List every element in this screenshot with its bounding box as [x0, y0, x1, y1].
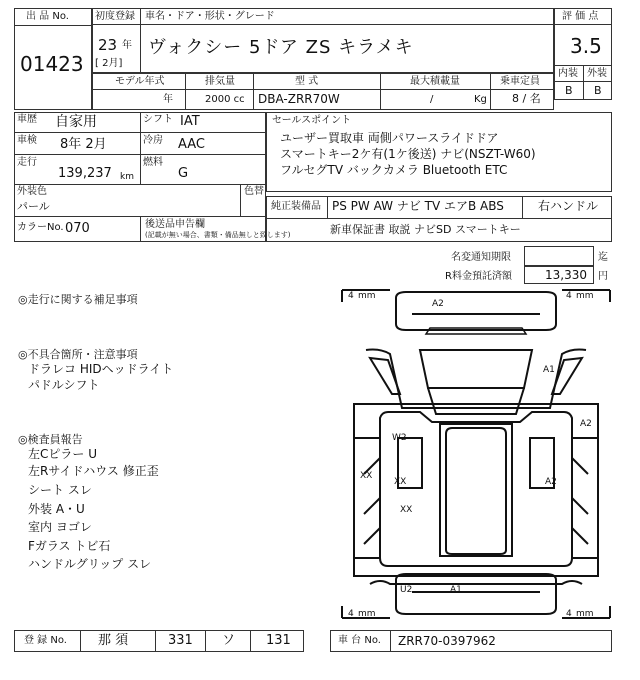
- reg-label: 登 録 No.: [24, 635, 67, 646]
- interior-label: 内装: [558, 68, 578, 79]
- warranty-value: 新車保証書 取説 ナビSD スマートキー: [330, 223, 521, 236]
- name-change-label: 名変通知期限: [451, 252, 511, 263]
- inspector-item: Fガラス トビ石: [28, 539, 111, 553]
- inspector-item: シート スレ: [28, 483, 92, 497]
- history-value: 自家用: [55, 114, 97, 130]
- mileage-label: 走行: [17, 157, 37, 168]
- ac-label: 冷房: [143, 135, 163, 146]
- ext-color-label: 外装色: [17, 186, 47, 197]
- ac-value: AAC: [178, 137, 205, 152]
- lot-number: 01423: [20, 52, 84, 76]
- damage-mark: XX: [394, 477, 407, 487]
- displacement-label: 排気量: [205, 76, 235, 87]
- name-change-unit: 迄: [598, 252, 608, 263]
- name-change-box: [524, 246, 594, 266]
- defects-title: ◎不具合箇所・注意事項: [18, 348, 138, 361]
- max-load-label: 最大積載量: [410, 76, 460, 87]
- handle-value: 右ハンドル: [538, 199, 599, 213]
- model-year-label: モデル年式: [115, 76, 165, 87]
- sales-line: スマートキー2ケ有(1ケ後送) ナビ(NSZT-W60): [280, 147, 536, 161]
- capacity-value: 8 / 名: [512, 92, 541, 105]
- reg-number: 131: [266, 633, 291, 648]
- exterior-value: B: [594, 84, 602, 97]
- color-no-value: 070: [65, 221, 90, 236]
- damage-mark: XX: [360, 471, 373, 481]
- tire-unit: mm: [576, 609, 594, 619]
- score-value: 3.5: [570, 34, 602, 58]
- after-note: (記載が無い場合、書類・備品無しと致します): [145, 231, 291, 239]
- damage-mark: XX: [400, 505, 413, 515]
- model-value: DBA-ZRR70W: [258, 92, 340, 106]
- sales-title: セールスポイント: [272, 115, 352, 126]
- damage-mark: A1: [450, 585, 462, 595]
- car-damage-diagram: [340, 288, 612, 620]
- lot-label: 出 品 No.: [26, 11, 69, 22]
- chassis-value: ZRR70-0397962: [398, 634, 496, 648]
- reg-month: [ 2月]: [95, 58, 123, 69]
- damage-mark: A2: [580, 419, 592, 429]
- inspection-label: 車検: [17, 135, 37, 146]
- color-no-label: カラーNo.: [17, 222, 64, 233]
- tire-front-left: 4: [348, 291, 354, 301]
- reg-class: 331: [168, 633, 193, 648]
- damage-mark: W2: [392, 433, 407, 443]
- damage-mark: U2: [400, 585, 413, 595]
- capacity-label: 乗車定員: [500, 76, 540, 87]
- driving-notes-title: ◎走行に関する補足事項: [18, 293, 138, 306]
- damage-mark: A1: [543, 365, 555, 375]
- model-label: 型 式: [295, 76, 319, 87]
- tire-rear-right: 4: [566, 609, 572, 619]
- fuel-label: 燃料: [143, 157, 163, 168]
- reg-year: 23: [98, 36, 118, 54]
- equipment-value: PS PW AW ナビ TV エアB ABS: [332, 199, 504, 213]
- inspector-title: ◎検査員報告: [18, 433, 83, 446]
- tire-unit: mm: [358, 291, 376, 301]
- score-label: 評 価 点: [562, 11, 599, 22]
- reg-kana: ソ: [222, 633, 236, 648]
- inspector-item: 外装 A・U: [28, 502, 85, 516]
- color-change-label: 色替: [244, 186, 264, 197]
- fuel-value: G: [178, 166, 189, 181]
- defect-item: パドルシフト: [28, 378, 100, 392]
- mileage-value: 139,237: [58, 166, 112, 181]
- car-name: ヴォクシー 5ドア ZS キラメキ: [148, 37, 414, 58]
- first-reg-label: 初度登録: [95, 11, 135, 22]
- damage-mark: A2: [432, 299, 444, 309]
- fee-unit: 円: [598, 271, 608, 282]
- max-load-slash: /: [430, 94, 434, 105]
- inspector-item: 室内 ヨゴレ: [28, 520, 92, 534]
- mileage-unit: km: [120, 172, 134, 182]
- exterior-label: 外装: [587, 68, 607, 79]
- sales-line: フルセグTV バックカメラ Bluetooth ETC: [280, 163, 508, 177]
- reg-place: 那 須: [98, 633, 129, 648]
- inspection-value: 8年 2月: [60, 137, 107, 152]
- defect-item: ドラレコ HIDヘッドライト: [28, 362, 174, 376]
- tire-front-right: 4: [566, 291, 572, 301]
- equipment-label: 純正装備品: [271, 201, 321, 212]
- inspector-item: ハンドルグリップ スレ: [28, 557, 152, 571]
- tire-rear-left: 4: [348, 609, 354, 619]
- after-label: 後送品申告欄: [145, 219, 205, 230]
- tire-unit: mm: [358, 609, 376, 619]
- ext-color-value: パール: [17, 200, 50, 213]
- shift-label: シフト: [143, 114, 173, 125]
- interior-value: B: [565, 84, 573, 97]
- chassis-label: 車 台 No.: [338, 635, 381, 646]
- fee-label: R料金預託済額: [445, 271, 512, 282]
- damage-mark: A2: [545, 477, 557, 487]
- max-load-unit: Kg: [474, 94, 487, 105]
- inspector-item: 左Cピラー U: [28, 447, 97, 461]
- reg-year-unit: 年: [122, 40, 132, 51]
- car-name-label: 車名・ドア・形状・グレード: [145, 11, 275, 22]
- tire-unit: mm: [576, 291, 594, 301]
- sales-line: ユーザー買取車 両側パワースライドドア: [280, 131, 499, 145]
- displacement-value: 2000 cc: [205, 94, 245, 105]
- model-year-unit: 年: [163, 94, 173, 105]
- inspector-item: 左Rサイドハウス 修正歪: [28, 464, 159, 478]
- history-label: 車歴: [17, 114, 37, 125]
- fee-value: 13,330: [545, 268, 587, 282]
- shift-value: IAT: [180, 114, 200, 129]
